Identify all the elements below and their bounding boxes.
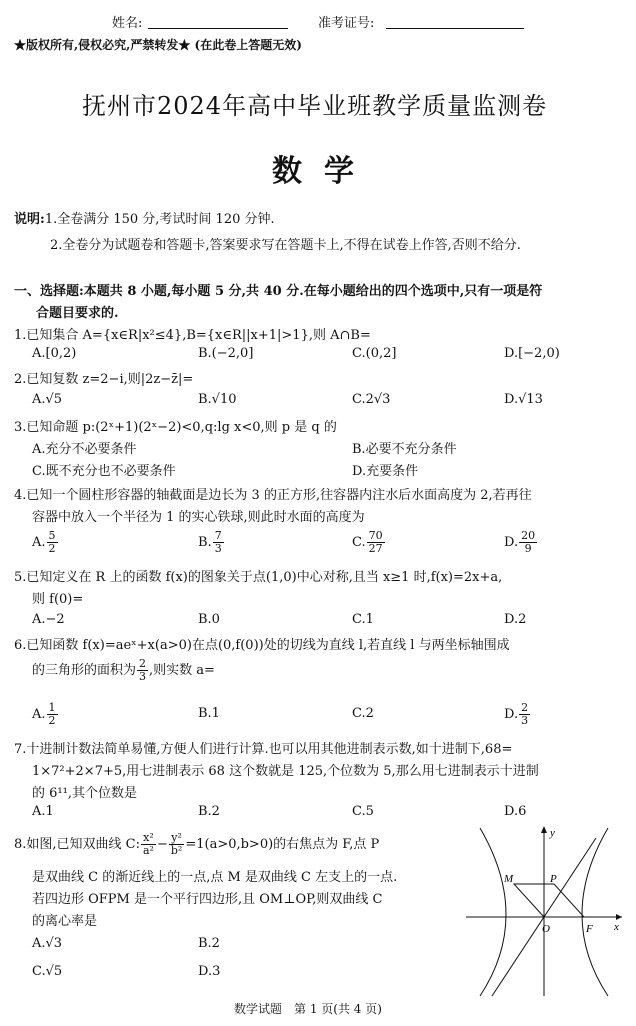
- q8-option-d: D.3: [198, 964, 221, 979]
- notes-line-1: [14, 208, 275, 227]
- q8-option-c: C.√5: [32, 964, 63, 979]
- q5-option-a: A.−2: [32, 612, 65, 627]
- q6-option-b: B.1: [198, 706, 220, 721]
- q6-option-a: A. $\frac{1}{2}$: [32, 701, 56, 727]
- q7-stem-line-1: 7.十进制计数法简单易懂,方便人们进行计算.也可以用其他进制表示数,如十进制下,68=: [14, 742, 513, 757]
- q5-option-c: C.1: [352, 612, 374, 627]
- q3-stem: 3.已知命题 p:(2ˣ+1)(2ˣ−2)<0,q:lg x<0,则 p 是 q 的: [14, 420, 337, 435]
- exam-number-label: 准考证号:: [318, 16, 375, 31]
- section-1-heading: 一、选择题:本题共 8 小题,每小题 5 分,共 40 分.在每小题给出的四个选项中,只有一项是符: [14, 284, 543, 299]
- exam-number-blank: [386, 28, 524, 29]
- q1-stem: 1.已知集合 A={x∈R|x²≤4},B={x∈R||x+1|>1},则 A∩B=: [14, 328, 371, 343]
- q1-option-d: D.[−2,0): [504, 346, 560, 361]
- q2-option-d: D.√13: [504, 392, 543, 407]
- q4-option-b: B. $\frac{7}{3}$: [198, 529, 222, 555]
- q7-option-d: D.6: [504, 804, 527, 819]
- q8-stem-line-3: 若四边形 OFPM 是一个平行四边形,且 OM⊥OP,则双曲线 C: [32, 892, 383, 907]
- figure-label-p: P: [550, 873, 557, 885]
- hyperbola-left-branch: [480, 828, 506, 996]
- q1-option-b: B.(−2,0]: [198, 346, 254, 361]
- hyperbola-figure: [462, 822, 628, 998]
- q6-option-c: C.2: [352, 706, 374, 721]
- q4-option-d: D. $\frac{20}{9}$: [504, 529, 536, 555]
- note-2: 2.全卷分为试题卷和答题卡,答案要求写在答题卡上,不得在试卷上作答,否则不给分.: [50, 238, 521, 253]
- q3-option-d: D.充要条件: [352, 464, 419, 479]
- q2-option-c: C.2√3: [352, 392, 391, 407]
- q8-option-a: A.√3: [32, 936, 63, 951]
- q3-option-a: A.充分不必要条件: [32, 442, 137, 457]
- q5-stem-line-1: 5.已知定义在 R 上的函数 f(x)的图象关于点(1,0)中心对称,且当 x≥1 时,f(x)=2x+a,: [14, 570, 503, 585]
- q8-stem-line-2: 是双曲线 C 的渐近线上的一点,点 M 是双曲线 C 左支上的一点.: [32, 870, 398, 885]
- q4-option-c: C. $\frac{70}{27}$: [352, 529, 383, 555]
- section-1-heading-cont: 合题目要求的.: [36, 306, 119, 321]
- name-label: 姓名:: [112, 16, 143, 31]
- q5-stem-line-2: 则 f(0)=: [32, 592, 84, 607]
- q4-stem-line-2: 容器中放入一个半径为 1 的实心铁球,则此时水面的高度为: [32, 510, 365, 525]
- q3-option-b: B.必要不充分条件: [352, 442, 457, 457]
- q7-stem-line-2: 1×7²+2×7+5,用七进制表示 68 这个数就是 125,个位数为 5,那么用七进制表示十进制: [32, 764, 539, 779]
- q8-option-b: B.2: [198, 936, 220, 951]
- q4-stem-line-1: 4.已知一个圆柱形容器的轴截面是边长为 3 的正方形,往容器内注水后水面高度为 2,若再往: [14, 488, 532, 503]
- q7-option-a: A.1: [32, 804, 54, 819]
- figure-label-f: F: [586, 923, 593, 935]
- q8-stem-line-4: 的离心率是: [32, 914, 98, 929]
- q6-option-d: D. $\frac{2}{3}$: [504, 701, 529, 727]
- exam-title: 抚州市2024年高中毕业班教学质量监测卷: [82, 92, 548, 120]
- q2-option-a: A.√5: [32, 392, 63, 407]
- name-blank: [148, 28, 288, 29]
- q6-stem-line-1: 6.已知函数 f(x)=aeˣ+x(a>0)在点(0,f(0))处的切线为直线 l,若直线 l 与两坐标轴围成: [14, 638, 510, 653]
- q5-option-b: B.0: [198, 612, 220, 627]
- q6-stem-line-2: 的三角形的面积为 $\frac{2}{3}$ ,则实数 a=: [32, 657, 215, 683]
- figure-label-o: O: [542, 923, 550, 935]
- y-axis-arrow: [541, 826, 547, 833]
- q2-option-b: B.√10: [198, 392, 237, 407]
- q2-stem: 2.已知复数 z=2−i,则|2z−z̄|=: [14, 372, 194, 387]
- q7-option-c: C.5: [352, 804, 374, 819]
- parallelogram-ofpm: [514, 884, 584, 917]
- figure-label-m: M: [504, 873, 514, 885]
- page-footer: 数学试题 第 1 页(共 4 页): [234, 1002, 382, 1016]
- figure-label-x: x: [614, 921, 619, 933]
- notes-label: 说明:: [14, 212, 45, 227]
- q4-option-a: A. $\frac{5}{2}$: [32, 529, 56, 555]
- copyright-notice: ★版权所有,侵权必究,严禁转发★ (在此卷上答题无效): [14, 38, 302, 52]
- note-1: 1.全卷满分 150 分,考试时间 120 分钟.: [44, 212, 275, 227]
- q7-stem-line-3: 的 6¹¹,其个位数是: [32, 786, 137, 801]
- q5-option-d: D.2: [504, 612, 527, 627]
- figure-label-y: y: [550, 827, 555, 839]
- q1-option-a: A.[0,2): [32, 346, 77, 361]
- q8-stem-line-1: 8.如图,已知双曲线 C: $\frac{\text{x²}}{\text{a²}}$ − $\frac{\text{y²}}{\text{b²}}$ =1(a>0,b>0)的右焦点为 F,点 P: [14, 831, 380, 857]
- q3-option-c: C.既不充分也不必要条件: [32, 464, 176, 479]
- q7-option-b: B.2: [198, 804, 220, 819]
- subject-title: 数学: [272, 154, 376, 189]
- q1-option-c: C.(0,2]: [352, 346, 397, 361]
- x-axis-arrow: [616, 914, 622, 920]
